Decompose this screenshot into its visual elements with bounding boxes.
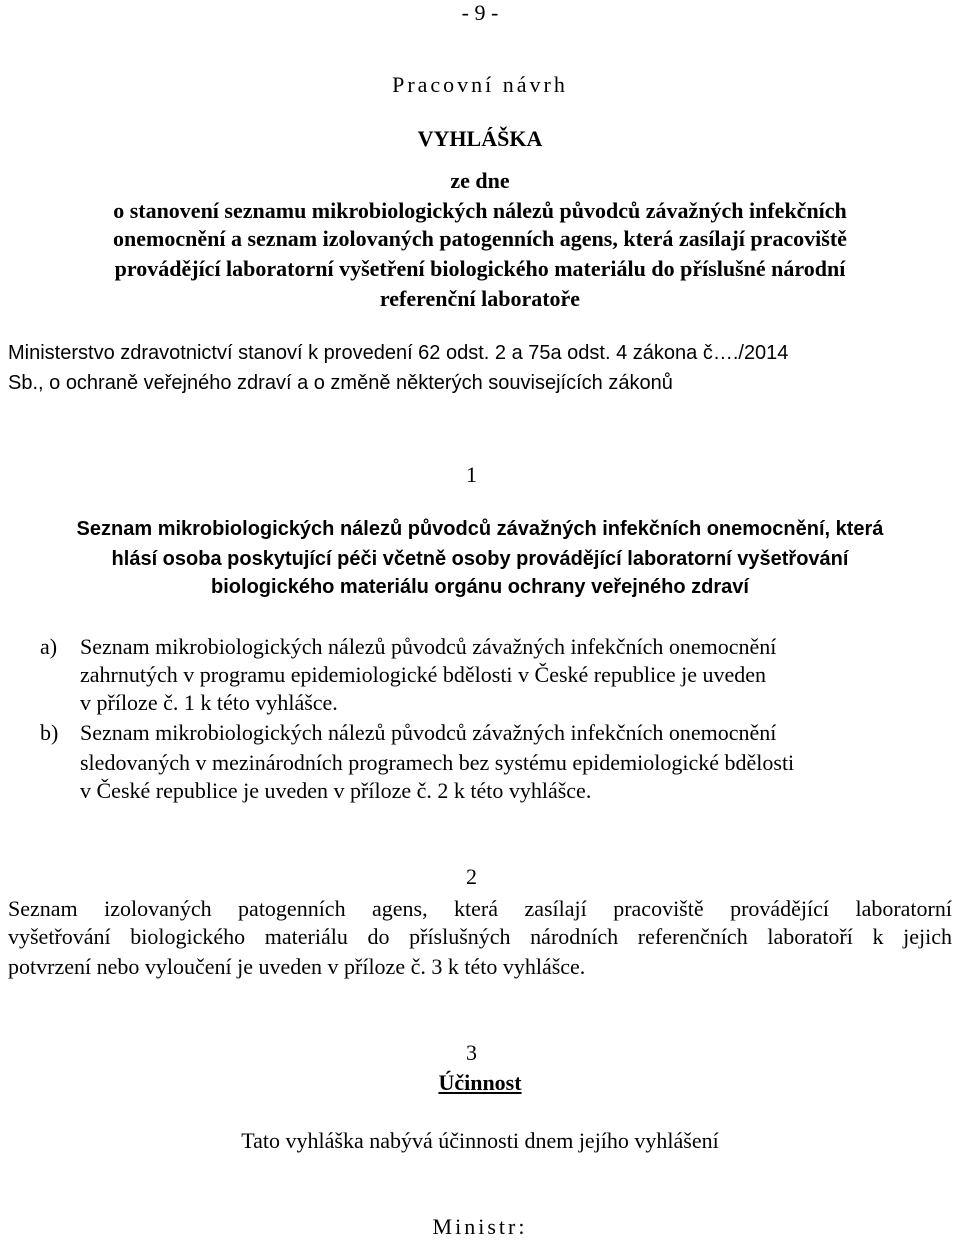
item-a-line-3: v příloze č. 1 k této vyhlášce. <box>80 690 338 715</box>
signature-label: Ministr: <box>432 1214 528 1239</box>
section-3-heading: 3 <box>466 1040 477 1065</box>
section-2-line-3: potvrzení nebo vyloučení je uveden v příloze č. 3 k této vyhlášce. <box>8 954 586 979</box>
item-a-line-1: Seznam mikrobiologických nálezů původců závažných infekčních onemocnění <box>80 634 777 659</box>
section-1-title-line-2: hlásí osoba poskytující péči včetně osoby provádějící laboratorní vyšetřování <box>111 548 849 570</box>
preamble-line-2: Sb., o ochraně veřejného zdraví a o změně některých souvisejících zákonů <box>8 372 673 394</box>
item-b-line-2: sledovaných v mezinárodních programech bez systému epidemiologické bdělosti <box>80 750 795 775</box>
preamble-line-1: Ministerstvo zdravotnictví stanoví k provedení 62 odst. 2 a 75a odst. 4 zákona č…./2014 <box>8 342 789 364</box>
title-line-4: referenční laboratoře <box>379 286 581 311</box>
section-2-line-2: vyšetřování biologického materiálu do příslušných národních referenčních laboratoří k jejich <box>8 924 952 949</box>
draft-label: Pracovní návrh <box>392 72 568 97</box>
page-number: - 9 - <box>461 0 499 25</box>
title-line-1: o stanovení seznamu mikrobiologických nálezů původců závažných infekčních <box>113 198 847 223</box>
section-3-title: Účinnost <box>438 1070 522 1095</box>
item-b-label: b) <box>40 720 59 745</box>
section-1-title-line-3: biologického materiálu orgánu ochrany veřejného zdraví <box>211 576 749 598</box>
document-type-heading: VYHLÁŠKA <box>417 126 543 151</box>
title-line-3: provádějící laboratorní vyšetření biologického materiálu do příslušné národní <box>114 256 846 281</box>
item-b-line-3: v České republice je uveden v příloze č. 2 k této vyhlášce. <box>80 778 592 803</box>
section-1-title-line-1: Seznam mikrobiologických nálezů původců závažných infekčních onemocnění, která <box>76 518 884 540</box>
item-a-label: a) <box>40 634 58 659</box>
section-3-text: Tato vyhláška nabývá účinnosti dnem jejího vyhlášení <box>241 1128 719 1153</box>
section-2-line-1: Seznam izolovaných patogenních agens, která zasílají pracoviště provádějící laboratorní <box>8 896 952 921</box>
title-line-2: onemocnění a seznam izolovaných patogenních agens, která zasílají pracoviště <box>113 226 847 251</box>
section-2-heading: 2 <box>466 864 477 889</box>
date-line: ze dne <box>450 168 510 193</box>
item-a-line-2: zahrnutých v programu epidemiologické bdělosti v České republice je uveden <box>80 662 767 687</box>
item-b-line-1: Seznam mikrobiologických nálezů původců závažných infekčních onemocnění <box>80 720 777 745</box>
section-1-heading: 1 <box>466 462 477 487</box>
